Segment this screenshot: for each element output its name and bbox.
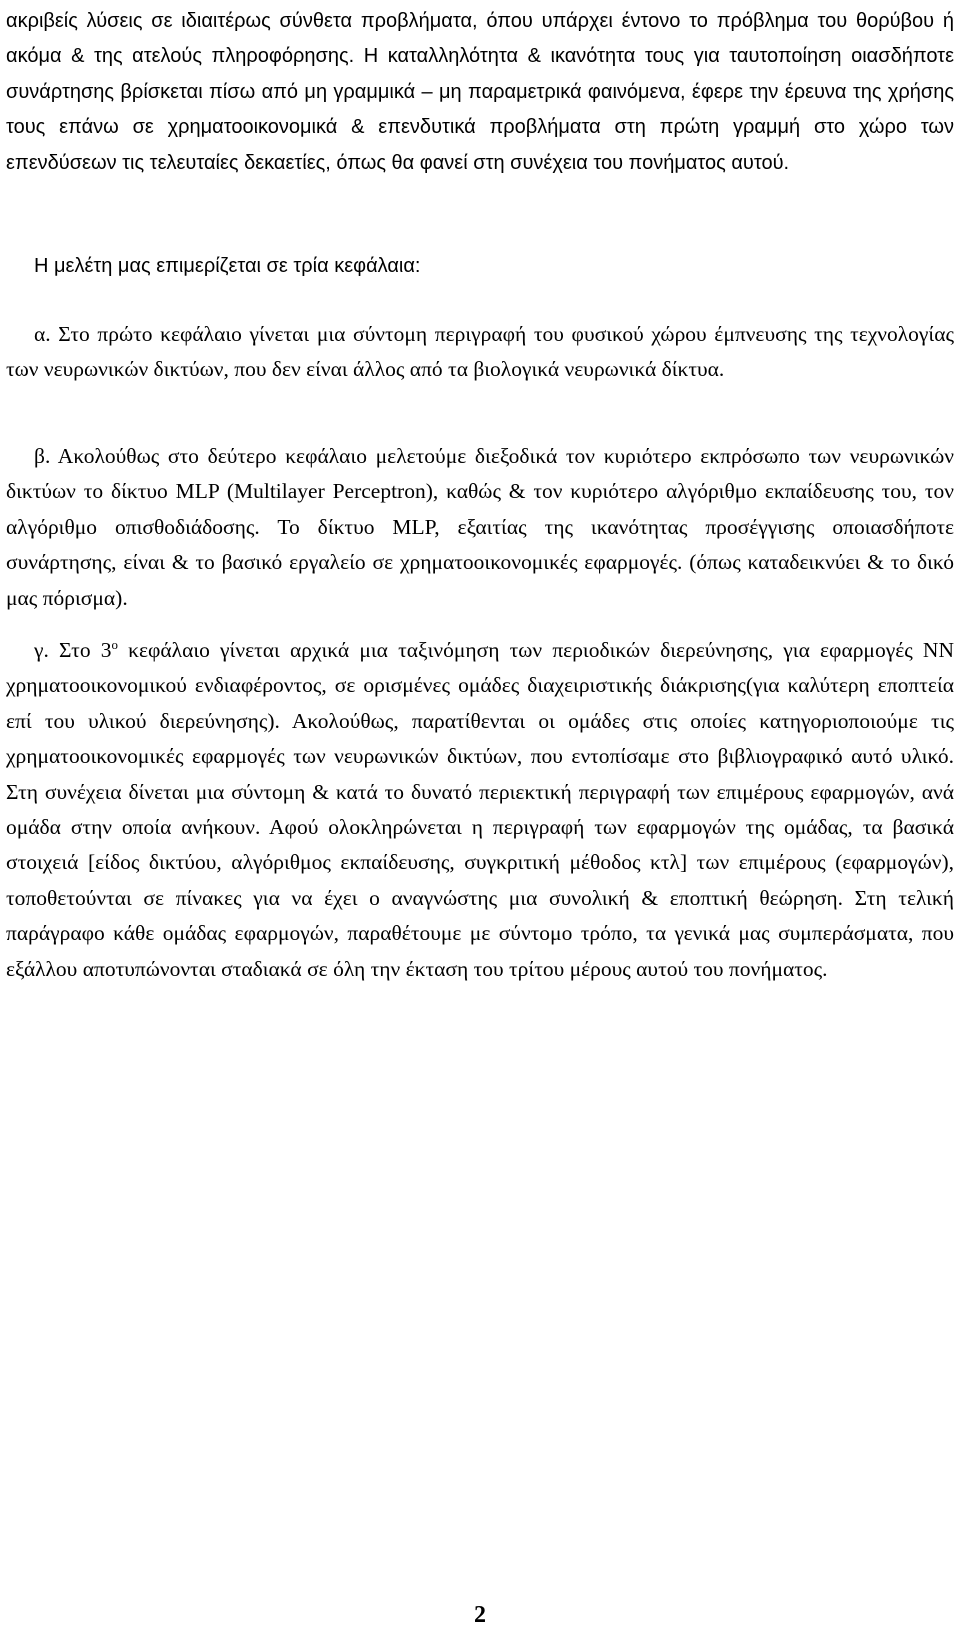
chapter-gamma-text: κεφάλαιο γίνεται αρχικά μια ταξινόμηση των περιοδικών διερεύνησης, για εφαρμογές ΝΝ χρηματοοικονομικού ενδιαφέροντος, σε ορισμένες ομάδες διαχειριστικής διάκρισης(για καλύτερη εποπτεία επί του υλικού διερεύνησης). Ακολούθως, παρατίθενται οι ομάδες στις οποίες κατηγοριοποιούμε τις χρηματοοικονομικές εφαρμογές των νευρωνικών δικτύων, που εντοπίσαμε στο βιβλιογραφικό αυτό υλικό. Στη συνέχεια δίνεται μια σύντομη & κατά το δυνατό περιεκτική περιγραφή των επιμέρους εφαρμογών, ανά ομάδα στην οποία ανήκουν. Αφού ολοκληρώνεται η περιγραφή των εφαρμογών της ομάδας, τα βασικά στοιχειά [είδος δικτύου, αλγόριθμος εκπαίδευσης, συγκριτική μέθοδος κτλ] των επιμέρους (εφαρμογών), τοποθετούνται σε πίνακες για να έχει ο αναγνώστης μια συνολική & εποπτική θεώρηση. Στη τελική παράγραφο κάθε ομάδας εφαρμογών, παραθέτουμε με σύντομο τρόπο, τα γενικά μας συμπεράσματα, που εξάλλου αποτυπώνονται σταδιακά σε όλη την έκταση του τρίτου μέρους αυτού του πονήματος. — [6, 638, 954, 981]
chapter-gamma-superscript: ο — [111, 637, 118, 652]
page-number: 2 — [474, 1602, 486, 1628]
document-page — [6, 0, 954, 1647]
chapter-alpha-paragraph — [6, 317, 954, 388]
chapter-gamma-paragraph — [6, 633, 954, 987]
intro-paragraph: ακριβείς λύσεις σε ιδιαιτέρως σύνθετα προβλήματα, όπου υπάρχει έντονο το πρόβλημα του θορύβου ή ακόμα & της ατελούς πληροφόρησης. Η καταλληλότητα & ικανότητα τους για ταυτοποίηση οιασδήποτε συνάρτησης βρίσκεται πίσω από μη γραμμικά – μη παραμετρικά φαινόμενα, έφερε την έρευνα της χρήσης τους επάνω σε χρηματοοικονομικά & επενδυτικά προβλήματα στη πρώτη γραμμή στο χώρο των επενδύσεων τις τελευταίες δεκαετίες, όπως θα φανεί στη συνέχεια του πονήματος αυτού. — [6, 10, 954, 174]
chapter-gamma-prefix: γ. Στο 3 — [34, 638, 112, 662]
chapter-beta-text: β. Ακολούθως στο δεύτερο κεφάλαιο μελετούμε διεξοδικά τον κυριότερο εκπρόσωπο των νευρωνικών δικτύων το δίκτυο MLP (Multilayer Perceptron), καθώς & τον κυριότερο αλγόριθμο εκπαίδευσης του, τον αλγόριθμο οπισθοδιάδοσης. Το δίκτυο MLP, εξαιτίας της ικανότητας προσέγγισης οποιασδήποτε συνάρτησης, είναι & το βασικό εργαλείο σε χρηματοοικονομικές εφαρμογές. (όπως καταδεικνύει & το δικό μας πόρισμα). — [6, 444, 954, 610]
chapter-alpha-text: α. Στο πρώτο κεφάλαιο γίνεται μια σύντομη περιγραφή του φυσικού χώρου έμπνευσης της τεχνολογίας των νευρωνικών δικτύων, που δεν είναι άλλος από τα βιολογικά νευρωνικά δίκτυα. — [6, 322, 954, 382]
chapters-heading: Η μελέτη μας επιμερίζεται σε τρία κεφάλαια: — [34, 255, 421, 277]
chapter-beta-paragraph — [6, 439, 954, 616]
